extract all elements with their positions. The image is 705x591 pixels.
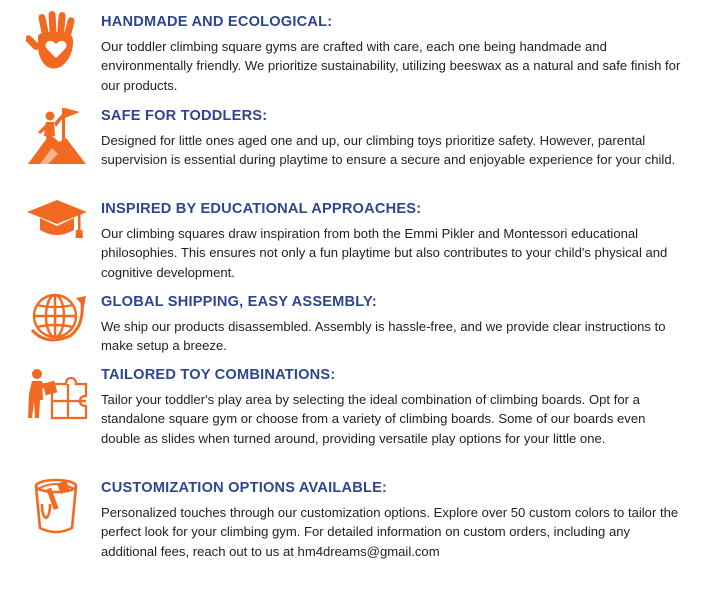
feature-description: We ship our products disassembled. Assembly is hassle-free, and we provide clear instructions to make setup a breeze. [101,319,666,354]
graduation-cap-icon [26,188,88,250]
feature-description: Our toddler climbing square gyms are crafted with care, each one being handmade and environmentally friendly. We prioritize sustainability, utilizing beeswax as a natural and safe finish for our products. [101,39,681,93]
feature-description: Our climbing squares draw inspiration from both the Emmi Pikler and Montessori educational philosophies. This ensures not only a fun playtime but also contributes to your child's physical and cognitive development. [101,226,668,280]
feature-title: SAFE FOR TODDLERS: [101,108,268,124]
feature-title: CUSTOMIZATION OPTIONS AVAILABLE: [101,480,388,496]
person-puzzle-icon [26,364,88,426]
feature-description: Personalized touches through our customization options. Explore over 50 custom colors to tailor the perfect look for your climbing gym. For detailed information on custom orders, including any additional fees, reach out to us at hm4dreams@gmail.com [101,505,679,559]
feature-description: Designed for little ones aged one and up, our climbing toys prioritize safety. However, parental supervision is essential during playtime to ensure a secure and enjoyable experience for your child. [101,133,676,168]
feature-description: Tailor your toddler's play area by selecting the ideal combination of climbing boards. Opt for a standalone square gym or choose from a variety of climbing boards. Some of our boards even double as slides when turned around, providing versatile play options for your little one. [101,392,646,446]
paint-bucket-brush-icon [26,474,88,536]
climber-summit-flag-icon [26,104,88,166]
feature-title: TAILORED TOY COMBINATIONS: [101,367,336,383]
feature-title: GLOBAL SHIPPING, EASY ASSEMBLY: [101,294,377,310]
feature-title: INSPIRED BY EDUCATIONAL APPROACHES: [101,201,422,217]
feature-title: HANDMADE AND ECOLOGICAL: [101,14,333,30]
globe-arrow-icon [26,284,88,346]
handprint-heart-icon [26,10,88,72]
